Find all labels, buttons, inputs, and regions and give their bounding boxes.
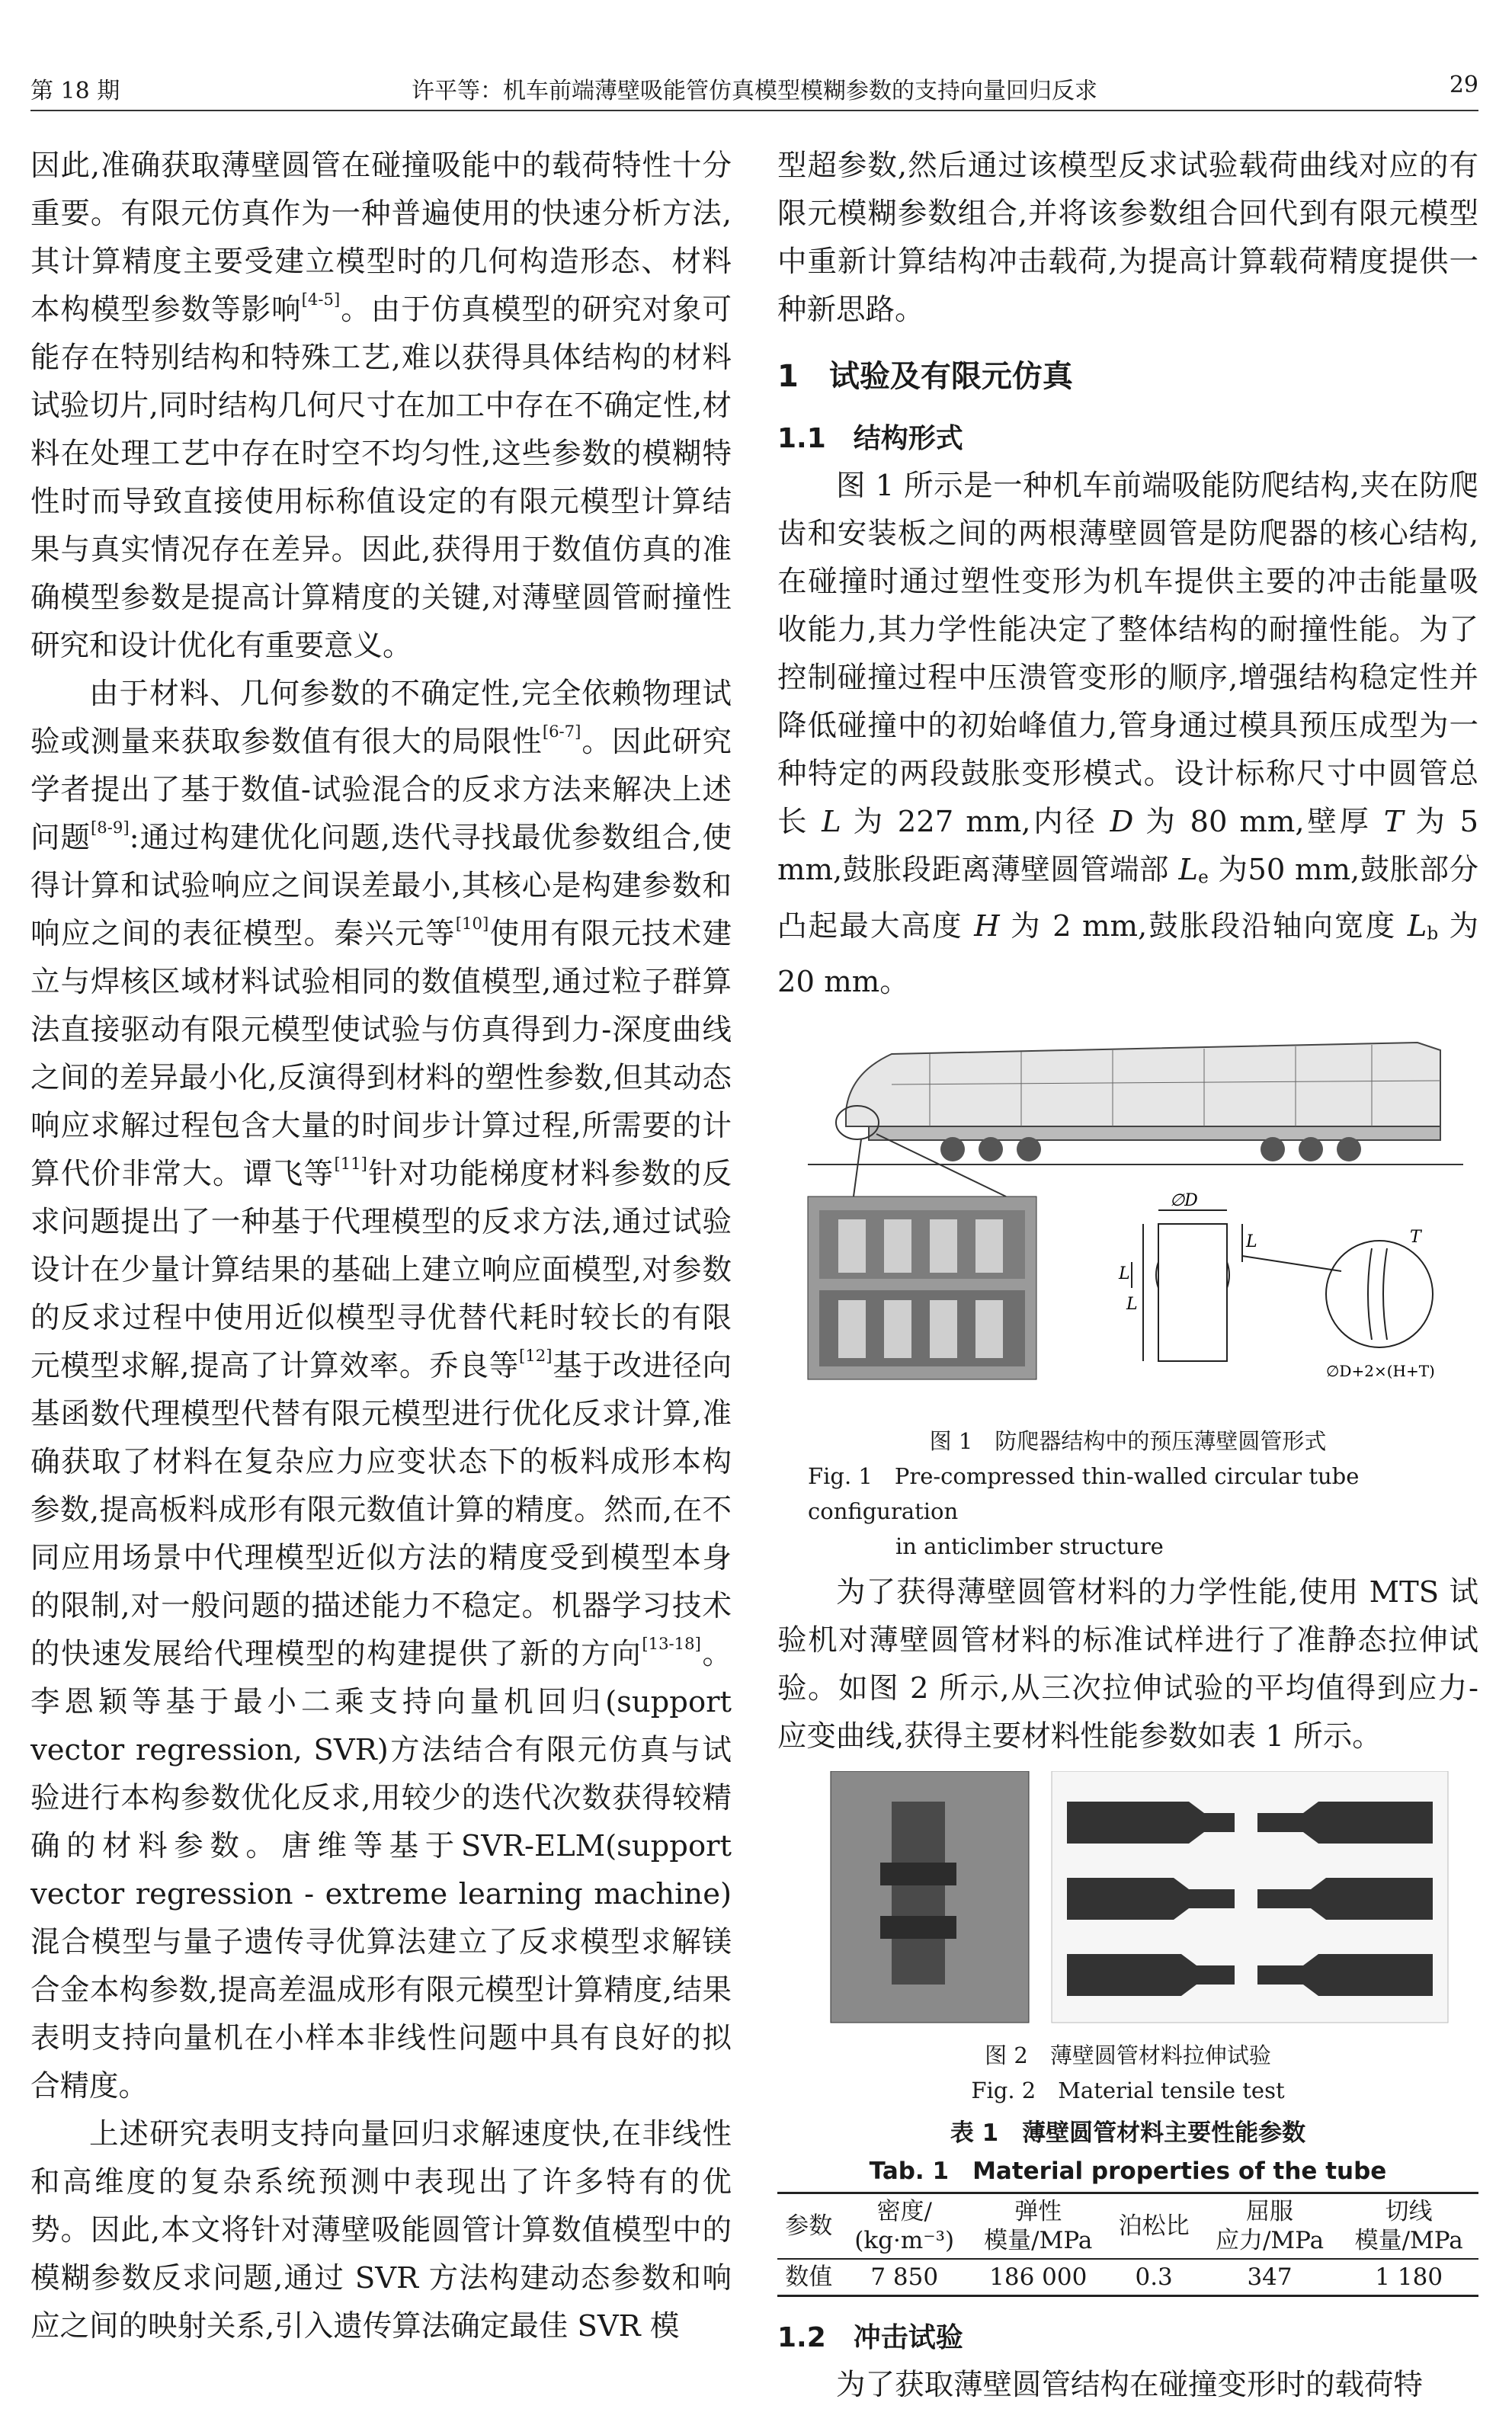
table-header-row xyxy=(777,2193,1478,2260)
figure-1 xyxy=(777,1020,1478,1424)
dim-Lb-label: L xyxy=(1119,1264,1130,1284)
table-cell: 1 180 xyxy=(1375,2263,1443,2292)
table-cell: 数值 xyxy=(785,2263,833,2292)
header-cell: 参数 xyxy=(785,2212,833,2241)
header-cell: 泊松比 xyxy=(1118,2212,1190,2241)
table-cell: 0.3 xyxy=(1135,2263,1173,2292)
table-cell: 347 xyxy=(1247,2263,1293,2292)
table-cell: 186 000 xyxy=(989,2263,1088,2292)
citation: [12] xyxy=(519,1345,553,1365)
running-title: 许平等：机车前端薄壁吸能管仿真模型模糊参数的支持向量回归反求 xyxy=(412,78,1097,104)
table-row xyxy=(777,2259,1478,2296)
citation: [10] xyxy=(455,913,489,933)
header-cell: 屈服 应力/MPa xyxy=(1215,2198,1325,2255)
figure-caption-en: in anticlimber structure xyxy=(895,1533,1164,1560)
subsection-heading: 1.1 结构形式 xyxy=(777,423,963,454)
figure-caption-en: Fig. 2 Material tensile test xyxy=(971,2077,1285,2104)
header-cell: 弹性 模量/MPa xyxy=(984,2198,1093,2255)
paragraph: 图 1 所示是一种机车前端吸能防爬结构,夹在防爬齿和安装板之间的两根薄壁圆管是防爬器的核心结构,在碰撞时通过塑性变形为机车提供主要的冲击能量吸收能力,其力学性能决定了整体结构的耐撞性能。为了控制碰撞过程中压溃管变形的顺序,增强结构稳定性并降低碰撞中的初始峰值力,管身通过模具预压成型为一种特定的两段鼓胀变形模式。设计标称尺寸中圆管总长 L 为 227 mm,内径 D 为 80 mm,壁厚 T 为 5 mm,鼓胀段距离薄壁圆管端部 $L_e$ 为50 mm,鼓胀部分凸起最大高度 H 为 2 mm,鼓胀段沿轴向宽度 $L_b$ 为 20 mm。 xyxy=(777,469,1478,1000)
dim-formula-label: ∅D+2×(H+T) xyxy=(1326,1362,1435,1381)
right-column xyxy=(777,142,1478,2409)
figure-caption-en: Fig. 1 Pre-compressed thin-walled circular tube configuration xyxy=(808,1463,1360,1525)
citation: [13-18] xyxy=(642,1633,701,1653)
citation: [4-5] xyxy=(301,289,341,309)
header-cell: 密度/ (kg·m⁻³) xyxy=(854,2198,955,2255)
table-caption-cn: 表 1 薄壁圆管材料主要性能参数 xyxy=(950,2119,1306,2148)
paragraph: 为了获得薄壁圆管材料的力学性能,使用 MTS 试验机对薄壁圆管材料的标准试样进行了准静态拉伸试验。如图 2 所示,从三次拉伸试验的平均值得到应力-应变曲线,获得主要材料性能参数如表 1 所示。 xyxy=(777,1575,1478,1754)
paragraph: 由于材料、几何参数的不确定性,完全依赖物理试验或测量来获取参数值有很大的局限性[6-7]。因此研究学者提出了基于数值-试验混合的反求方法来解决上述问题[8-9]:通过构建优化问题,迭代寻找最优参数组合,使得计算和试验响应之间误差最小,其核心是构建参数和响应之间的表征模型。秦兴元等[10]使用有限元技术建立与焊核区域材料试验相同的数值模型,通过粒子群算法直接驱动有限元模型使试验与仿真得到力-深度曲线之间的差异最小化,反演得到材料的塑性参数,但其动态响应求解过程包含大量的时间步计算过程,所需要的计算代价非常大。谭飞等[11]针对功能梯度材料参数的反求问题提出了一种基于代理模型的反求方法,通过试验设计在少量计算结果的基础上建立响应面模型,对参数的反求过程中使用近似模型寻优替代耗时较长的有限元模型求解,提高了计算效率。乔良等[12]基于改进径向基函数代理模型代替有限元模型进行优化反求计算,准确获取了材料在复杂应力应变状态下的板料成形本构参数,提高板料成形有限元数值计算的精度。然而,在不同应用场景中代理模型近似方法的精度受到模型本身的限制,对一般问题的描述能力不稳定。机器学习技术的快速发展给代理模型的构建提供了新的方向[13-18]。李恩颖等基于最小二乘支持向量机回归(support vector regression, SVR)方法结合有限元仿真与试验进行本构参数优化反求,用较少的迭代次数获得较精确的材料参数。唐维等基于SVR-ELM(support vector regression - extreme learning machine)混合模型与量子遗传寻优算法建立了反求模型求解镁合金本构参数,提高差温成形有限元模型计算精度,结果表明支持向量机在小样本非线性问题中具有良好的拟合精度。 xyxy=(30,677,732,2103)
running-header xyxy=(30,67,1478,110)
issue-number: 第 18 期 xyxy=(30,78,120,104)
dim-T-label: T xyxy=(1410,1228,1421,1248)
paragraph: 为了获取薄壁圆管结构在碰撞变形时的载荷特 xyxy=(836,2368,1424,2403)
dim-Le-label: L xyxy=(1246,1232,1257,1252)
citation: [8-9] xyxy=(91,817,130,837)
paragraph: 上述研究表明支持向量回归求解速度快,在非线性和高维度的复杂系统预测中表现出了许多特有的优势。因此,本文将针对薄壁吸能圆管计算数值模型中的模糊参数反求问题,通过 SVR 方法构建动态参数和响应之间的映射关系,引入遗传算法确定最佳 SVR 模 xyxy=(30,2117,732,2343)
dim-D-label: ∅D xyxy=(1170,1191,1198,1211)
section-heading: 1 试验及有限元仿真 xyxy=(777,359,1073,394)
subsection-heading: 1.2 冲击试验 xyxy=(777,2322,963,2354)
dim-L-label: L xyxy=(1126,1295,1138,1315)
tensile-test-photo xyxy=(777,1771,1478,2030)
citation: [11] xyxy=(334,1153,367,1173)
header-rule xyxy=(30,110,1478,111)
header-cell: 切线 模量/MPa xyxy=(1354,2198,1463,2255)
paragraph: 型超参数,然后通过该模型反求试验载荷曲线对应的有限元模糊参数组合,并将该参数组合回代到有限元模型中重新计算结构冲击载荷,为提高计算载荷精度提供一种新思路。 xyxy=(777,149,1478,327)
figure-2 xyxy=(777,1771,1478,2030)
table-caption-en: Tab. 1 Material properties of the tube xyxy=(869,2158,1387,2186)
citation: [6-7] xyxy=(542,721,581,741)
figure-caption-cn: 图 2 薄壁圆管材料拉伸试验 xyxy=(985,2042,1271,2069)
table-cell: 7 850 xyxy=(870,2263,939,2292)
locomotive-illustration xyxy=(777,1020,1478,1424)
page-number: 29 xyxy=(1449,72,1478,98)
figure-caption-cn: 图 1 防爬器结构中的预压薄壁圆管形式 xyxy=(929,1428,1327,1455)
material-properties-table xyxy=(777,2192,1478,2297)
left-column xyxy=(30,142,732,2350)
paragraph: 因此,准确获取薄壁圆管在碰撞吸能中的载荷特性十分重要。有限元仿真作为一种普遍使用的快速分析方法,其计算精度主要受建立模型时的几何构造形态、材料本构模型参数等影响[4-5]。由于仿真模型的研究对象可能存在特别结构和特殊工艺,难以获得具体结构的材料试验切片,同时结构几何尺寸在加工中存在不确定性,材料在处理工艺中存在时空不均匀性,这些参数的模糊特性时而导致直接使用标称值设定的有限元模型计算结果与真实情况存在差异。因此,获得用于数值仿真的准确模型参数是提高计算精度的关键,对薄壁圆管耐撞性研究和设计优化有重要意义。 xyxy=(30,149,732,663)
